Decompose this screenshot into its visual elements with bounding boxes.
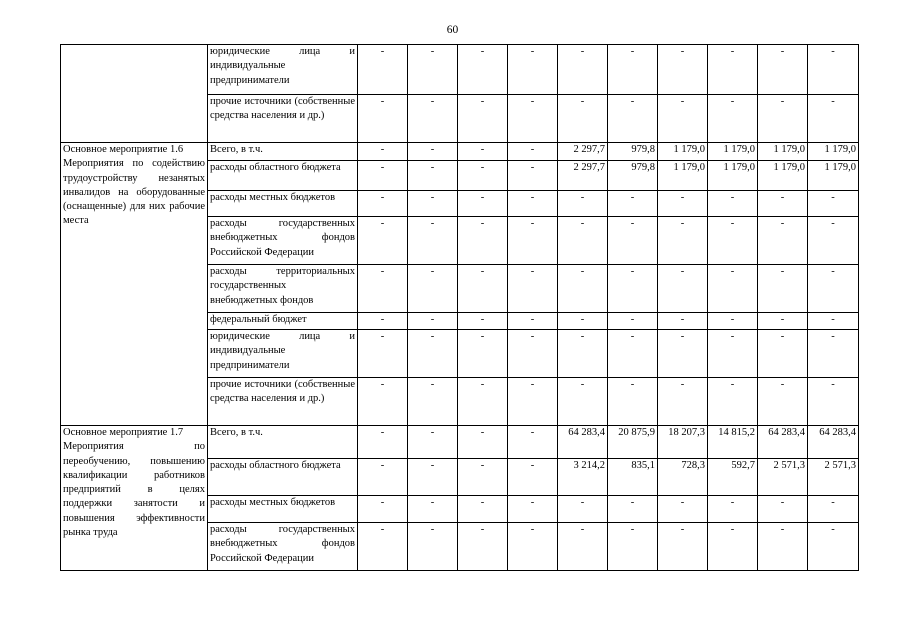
value-cell: 1 179,0 bbox=[708, 161, 758, 191]
value-cell: 2 297,7 bbox=[558, 161, 608, 191]
value-cell: - bbox=[358, 378, 408, 426]
value-cell: - bbox=[658, 217, 708, 265]
value-cell: - bbox=[358, 426, 408, 459]
value-cell: - bbox=[708, 45, 758, 95]
value-cell: - bbox=[408, 191, 458, 217]
value-cell: 1 179,0 bbox=[758, 143, 808, 161]
value-cell: 979,8 bbox=[608, 143, 658, 161]
funding-source-cell: расходы государственных внебюджетных фондов Российской Федерации bbox=[208, 523, 358, 571]
value-cell: - bbox=[608, 217, 658, 265]
value-cell: - bbox=[558, 496, 608, 523]
value-cell: - bbox=[508, 161, 558, 191]
value-cell: - bbox=[758, 330, 808, 378]
value-cell: - bbox=[558, 265, 608, 313]
value-cell: - bbox=[408, 313, 458, 330]
value-cell: - bbox=[708, 217, 758, 265]
budget-table bbox=[60, 44, 859, 571]
value-cell: - bbox=[508, 191, 558, 217]
value-cell: - bbox=[358, 330, 408, 378]
value-cell: 1 179,0 bbox=[808, 143, 859, 161]
value-cell: - bbox=[408, 161, 458, 191]
page-number: 60 bbox=[446, 24, 459, 36]
funding-source-cell: Всего, в т.ч. bbox=[208, 143, 358, 161]
funding-source-cell: расходы местных бюджетов bbox=[208, 191, 358, 217]
value-cell: - bbox=[558, 313, 608, 330]
value-cell: - bbox=[808, 523, 859, 571]
value-cell: - bbox=[558, 330, 608, 378]
activity-heading: Основное мероприятие 1.6 bbox=[63, 144, 184, 155]
value-cell: 2 571,3 bbox=[758, 459, 808, 496]
value-cell: - bbox=[758, 95, 808, 143]
value-cell: - bbox=[808, 217, 859, 265]
value-cell: - bbox=[808, 313, 859, 330]
value-cell: - bbox=[808, 265, 859, 313]
value-cell: 3 214,2 bbox=[558, 459, 608, 496]
value-cell: - bbox=[508, 378, 558, 426]
value-cell: - bbox=[408, 143, 458, 161]
value-cell: - bbox=[558, 217, 608, 265]
value-cell: - bbox=[458, 217, 508, 265]
value-cell: - bbox=[808, 45, 859, 95]
value-cell: - bbox=[358, 217, 408, 265]
value-cell: - bbox=[708, 191, 758, 217]
value-cell: - bbox=[508, 265, 558, 313]
value-cell: 1 179,0 bbox=[808, 161, 859, 191]
table-body bbox=[61, 45, 859, 571]
value-cell: - bbox=[608, 523, 658, 571]
value-cell: 2 297,7 bbox=[558, 143, 608, 161]
value-cell: - bbox=[658, 496, 708, 523]
value-cell: - bbox=[708, 496, 758, 523]
value-cell: - bbox=[608, 265, 658, 313]
activity-cell bbox=[61, 45, 208, 143]
funding-source-cell: расходы областного бюджета bbox=[208, 161, 358, 191]
value-cell: - bbox=[508, 459, 558, 496]
value-cell: - bbox=[358, 191, 408, 217]
value-cell: - bbox=[458, 426, 508, 459]
value-cell: - bbox=[358, 265, 408, 313]
value-cell: - bbox=[708, 378, 758, 426]
value-cell: - bbox=[508, 496, 558, 523]
value-cell: - bbox=[458, 523, 508, 571]
value-cell: - bbox=[408, 523, 458, 571]
value-cell: - bbox=[458, 265, 508, 313]
value-cell: - bbox=[658, 378, 708, 426]
funding-source-cell: федеральный бюджет bbox=[208, 313, 358, 330]
value-cell: - bbox=[408, 496, 458, 523]
value-cell: 64 283,4 bbox=[558, 426, 608, 459]
value-cell: - bbox=[658, 265, 708, 313]
funding-source-cell: юридические лица и индивидуальные предприниматели bbox=[208, 330, 358, 378]
value-cell: - bbox=[758, 523, 808, 571]
value-cell: 979,8 bbox=[608, 161, 658, 191]
value-cell: - bbox=[358, 496, 408, 523]
value-cell: - bbox=[408, 459, 458, 496]
value-cell: - bbox=[458, 45, 508, 95]
funding-source-cell: расходы государственных внебюджетных фондов Российской Федерации bbox=[208, 217, 358, 265]
funding-source-cell: прочие источники (собственные средства населения и др.) bbox=[208, 378, 358, 426]
value-cell: - bbox=[758, 191, 808, 217]
value-cell: - bbox=[508, 143, 558, 161]
value-cell: 64 283,4 bbox=[808, 426, 859, 459]
funding-source-cell: юридические лица и индивидуальные предприниматели bbox=[208, 45, 358, 95]
value-cell: - bbox=[458, 313, 508, 330]
value-cell: - bbox=[808, 496, 859, 523]
value-cell: - bbox=[458, 191, 508, 217]
activity-description: Мероприятия по переобучению, повышению квалификации работников предприятий в целях поддержки занятости и повышения эффективности рынка труда bbox=[63, 441, 205, 538]
funding-source-cell: прочие источники (собственные средства населения и др.) bbox=[208, 95, 358, 143]
table-row bbox=[61, 426, 859, 459]
funding-source-cell: расходы местных бюджетов bbox=[208, 496, 358, 523]
value-cell: 1 179,0 bbox=[658, 161, 708, 191]
value-cell: - bbox=[658, 330, 708, 378]
value-cell: - bbox=[608, 191, 658, 217]
value-cell: - bbox=[358, 45, 408, 95]
value-cell: - bbox=[508, 313, 558, 330]
table-row bbox=[61, 45, 859, 95]
activity-cell bbox=[61, 143, 208, 426]
value-cell: - bbox=[608, 313, 658, 330]
value-cell: - bbox=[608, 378, 658, 426]
value-cell: - bbox=[358, 161, 408, 191]
value-cell: 2 571,3 bbox=[808, 459, 859, 496]
value-cell: - bbox=[458, 143, 508, 161]
value-cell: - bbox=[758, 313, 808, 330]
activity-description: Мероприятия по содействию трудоустройству незанятых инвалидов на оборудованные (оснащенные) для них рабочие места bbox=[63, 158, 205, 227]
value-cell: - bbox=[358, 459, 408, 496]
value-cell: 835,1 bbox=[608, 459, 658, 496]
value-cell: - bbox=[458, 161, 508, 191]
value-cell: - bbox=[408, 426, 458, 459]
value-cell: - bbox=[458, 459, 508, 496]
value-cell: - bbox=[408, 378, 458, 426]
value-cell: - bbox=[808, 95, 859, 143]
activity-cell bbox=[61, 426, 208, 571]
value-cell: - bbox=[658, 313, 708, 330]
value-cell: 1 179,0 bbox=[708, 143, 758, 161]
value-cell: 728,3 bbox=[658, 459, 708, 496]
value-cell: 14 815,2 bbox=[708, 426, 758, 459]
funding-source-cell: Всего, в т.ч. bbox=[208, 426, 358, 459]
value-cell: - bbox=[508, 330, 558, 378]
value-cell: - bbox=[758, 217, 808, 265]
value-cell: - bbox=[808, 378, 859, 426]
value-cell: - bbox=[458, 496, 508, 523]
value-cell: - bbox=[458, 95, 508, 143]
value-cell: - bbox=[808, 191, 859, 217]
activity-heading: Основное мероприятие 1.7 bbox=[63, 427, 184, 438]
value-cell: - bbox=[358, 523, 408, 571]
value-cell: - bbox=[558, 523, 608, 571]
value-cell: 1 179,0 bbox=[658, 143, 708, 161]
value-cell: - bbox=[508, 95, 558, 143]
value-cell: - bbox=[558, 378, 608, 426]
value-cell: - bbox=[708, 523, 758, 571]
value-cell: 18 207,3 bbox=[658, 426, 708, 459]
value-cell: - bbox=[608, 330, 658, 378]
value-cell: - bbox=[358, 95, 408, 143]
value-cell: - bbox=[358, 313, 408, 330]
value-cell: - bbox=[708, 95, 758, 143]
value-cell: - bbox=[508, 217, 558, 265]
value-cell: - bbox=[508, 45, 558, 95]
value-cell: - bbox=[658, 523, 708, 571]
value-cell: - bbox=[758, 45, 808, 95]
value-cell: - bbox=[608, 45, 658, 95]
value-cell: - bbox=[508, 426, 558, 459]
value-cell: - bbox=[758, 496, 808, 523]
funding-source-cell: расходы областного бюджета bbox=[208, 459, 358, 496]
value-cell: - bbox=[758, 265, 808, 313]
value-cell: - bbox=[508, 523, 558, 571]
value-cell: 592,7 bbox=[708, 459, 758, 496]
value-cell: - bbox=[408, 95, 458, 143]
value-cell: - bbox=[408, 217, 458, 265]
value-cell: 64 283,4 bbox=[758, 426, 808, 459]
value-cell: - bbox=[408, 265, 458, 313]
value-cell: - bbox=[558, 191, 608, 217]
value-cell: - bbox=[608, 496, 658, 523]
value-cell: - bbox=[658, 95, 708, 143]
value-cell: 20 875,9 bbox=[608, 426, 658, 459]
value-cell: - bbox=[408, 45, 458, 95]
value-cell: - bbox=[758, 378, 808, 426]
value-cell: - bbox=[708, 265, 758, 313]
value-cell: - bbox=[458, 330, 508, 378]
value-cell: - bbox=[358, 143, 408, 161]
value-cell: - bbox=[658, 191, 708, 217]
value-cell: 1 179,0 bbox=[758, 161, 808, 191]
value-cell: - bbox=[658, 45, 708, 95]
table-row bbox=[61, 143, 859, 161]
value-cell: - bbox=[708, 330, 758, 378]
value-cell: - bbox=[808, 330, 859, 378]
value-cell: - bbox=[558, 45, 608, 95]
value-cell: - bbox=[458, 378, 508, 426]
value-cell: - bbox=[608, 95, 658, 143]
value-cell: - bbox=[558, 95, 608, 143]
funding-source-cell: расходы территориальных государственных внебюджетных фондов bbox=[208, 265, 358, 313]
value-cell: - bbox=[408, 330, 458, 378]
value-cell: - bbox=[708, 313, 758, 330]
